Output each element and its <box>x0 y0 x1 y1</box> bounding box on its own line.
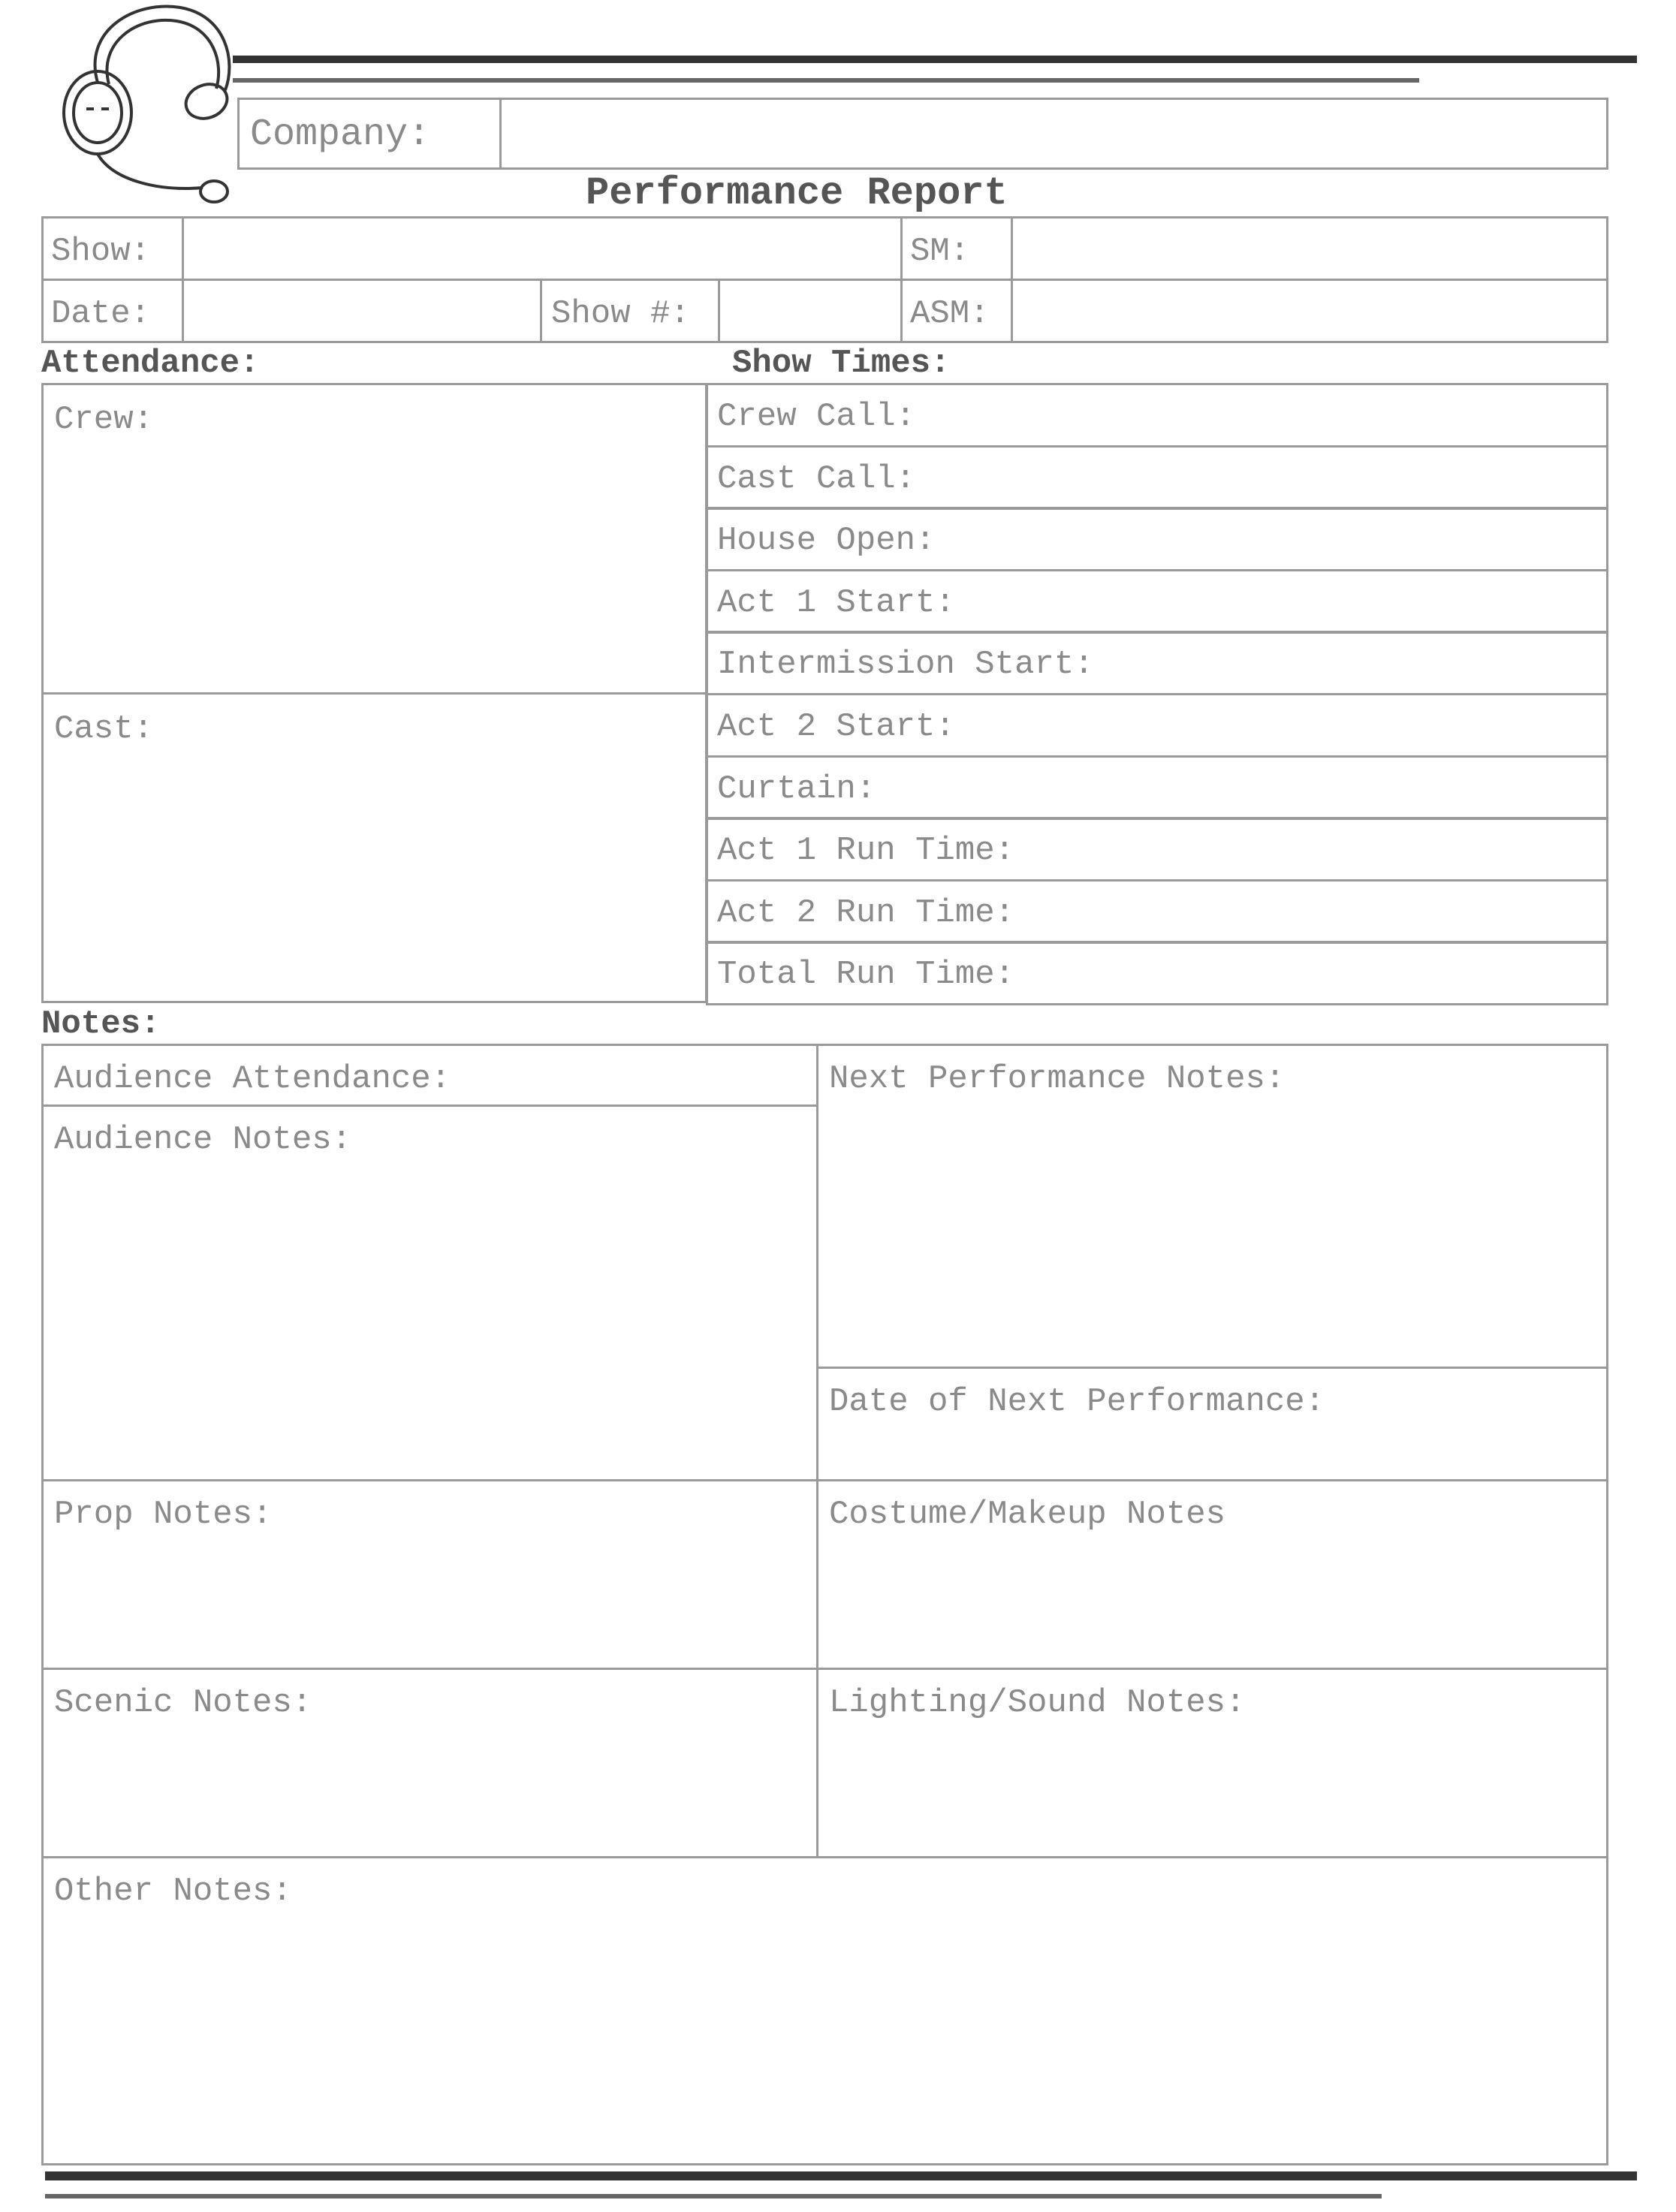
show-time-label: Total Run Time: <box>717 956 1015 993</box>
show-label: Show: <box>51 233 151 270</box>
show-time-label: House Open: <box>717 522 936 559</box>
cast-box[interactable] <box>41 692 707 1003</box>
show-field[interactable] <box>182 216 903 281</box>
prop-notes-box[interactable] <box>41 1479 818 1670</box>
show-time-label: Act 2 Start: <box>717 708 955 746</box>
next-performance-notes-label: Next Performance Notes: <box>829 1060 1286 1098</box>
next-performance-notes-box[interactable] <box>816 1044 1608 1369</box>
show-time-label: Curtain: <box>717 770 876 808</box>
top-rule <box>233 56 1637 63</box>
show-time-row[interactable] <box>706 445 1608 510</box>
show-time-row[interactable] <box>706 383 1608 448</box>
show-time-label: Crew Call: <box>717 398 916 435</box>
company-label-cell <box>237 98 502 170</box>
crew-box[interactable] <box>41 383 707 695</box>
show-time-row[interactable] <box>706 631 1608 695</box>
scenic-notes-label: Scenic Notes: <box>54 1684 312 1722</box>
other-notes-label: Other Notes: <box>54 1873 292 1910</box>
bottom-rule <box>45 2171 1637 2180</box>
audience-notes-label: Audience Notes: <box>54 1121 352 1159</box>
show-time-label: Act 2 Run Time: <box>717 894 1015 932</box>
date-of-next-performance-label: Date of Next Performance: <box>829 1383 1325 1421</box>
show-time-label: Intermission Start: <box>717 646 1094 683</box>
sm-field[interactable] <box>1011 216 1608 281</box>
page-title: Performance Report <box>586 171 1008 215</box>
headset-icon <box>53 0 248 218</box>
show-number-field[interactable] <box>718 279 903 343</box>
audience-attendance-field[interactable] <box>41 1044 818 1107</box>
show-time-label: Act 1 Run Time: <box>717 832 1015 869</box>
other-notes-box[interactable] <box>41 1856 1608 2165</box>
notes-heading: Notes: <box>41 1005 161 1043</box>
cast-label: Cast: <box>54 710 154 748</box>
scenic-notes-box[interactable] <box>41 1668 818 1858</box>
bottom-rule-thin <box>45 2194 1382 2198</box>
audience-notes-box[interactable] <box>41 1104 818 1481</box>
top-rule-thin <box>233 78 1419 83</box>
show-time-row[interactable] <box>706 693 1608 758</box>
show-number-label: Show #: <box>551 295 690 333</box>
show-time-row[interactable] <box>706 817 1608 881</box>
asm-label: ASM: <box>910 295 990 333</box>
show-times-heading: Show Times: <box>732 345 951 382</box>
date-label-cell <box>41 279 184 343</box>
show-time-label: Act 1 Start: <box>717 584 955 622</box>
show-time-row[interactable] <box>706 879 1608 944</box>
attendance-heading: Attendance: <box>41 345 260 382</box>
lighting-sound-notes-box[interactable] <box>816 1668 1608 1858</box>
date-label: Date: <box>51 295 151 333</box>
costume-makeup-notes-label: Costume/Makeup Notes <box>829 1496 1226 1533</box>
company-field[interactable] <box>499 98 1608 170</box>
show-time-row[interactable] <box>706 507 1608 571</box>
asm-label-cell <box>900 279 1013 343</box>
show-label-cell <box>41 216 184 281</box>
show-number-label-cell <box>540 279 720 343</box>
date-field[interactable] <box>182 279 542 343</box>
show-time-row[interactable] <box>706 755 1608 820</box>
prop-notes-label: Prop Notes: <box>54 1496 273 1533</box>
company-label: Company: <box>250 113 431 156</box>
sm-label-cell <box>900 216 1013 281</box>
sm-label: SM: <box>910 233 970 270</box>
lighting-sound-notes-label: Lighting/Sound Notes: <box>829 1684 1246 1722</box>
asm-field[interactable] <box>1011 279 1608 343</box>
date-of-next-performance-box[interactable] <box>816 1367 1608 1481</box>
show-time-row[interactable] <box>706 569 1608 634</box>
show-time-label: Cast Call: <box>717 460 916 498</box>
show-time-row[interactable] <box>706 941 1608 1005</box>
costume-makeup-notes-box[interactable] <box>816 1479 1608 1670</box>
crew-label: Crew: <box>54 401 154 438</box>
audience-attendance-label: Audience Attendance: <box>54 1060 451 1098</box>
